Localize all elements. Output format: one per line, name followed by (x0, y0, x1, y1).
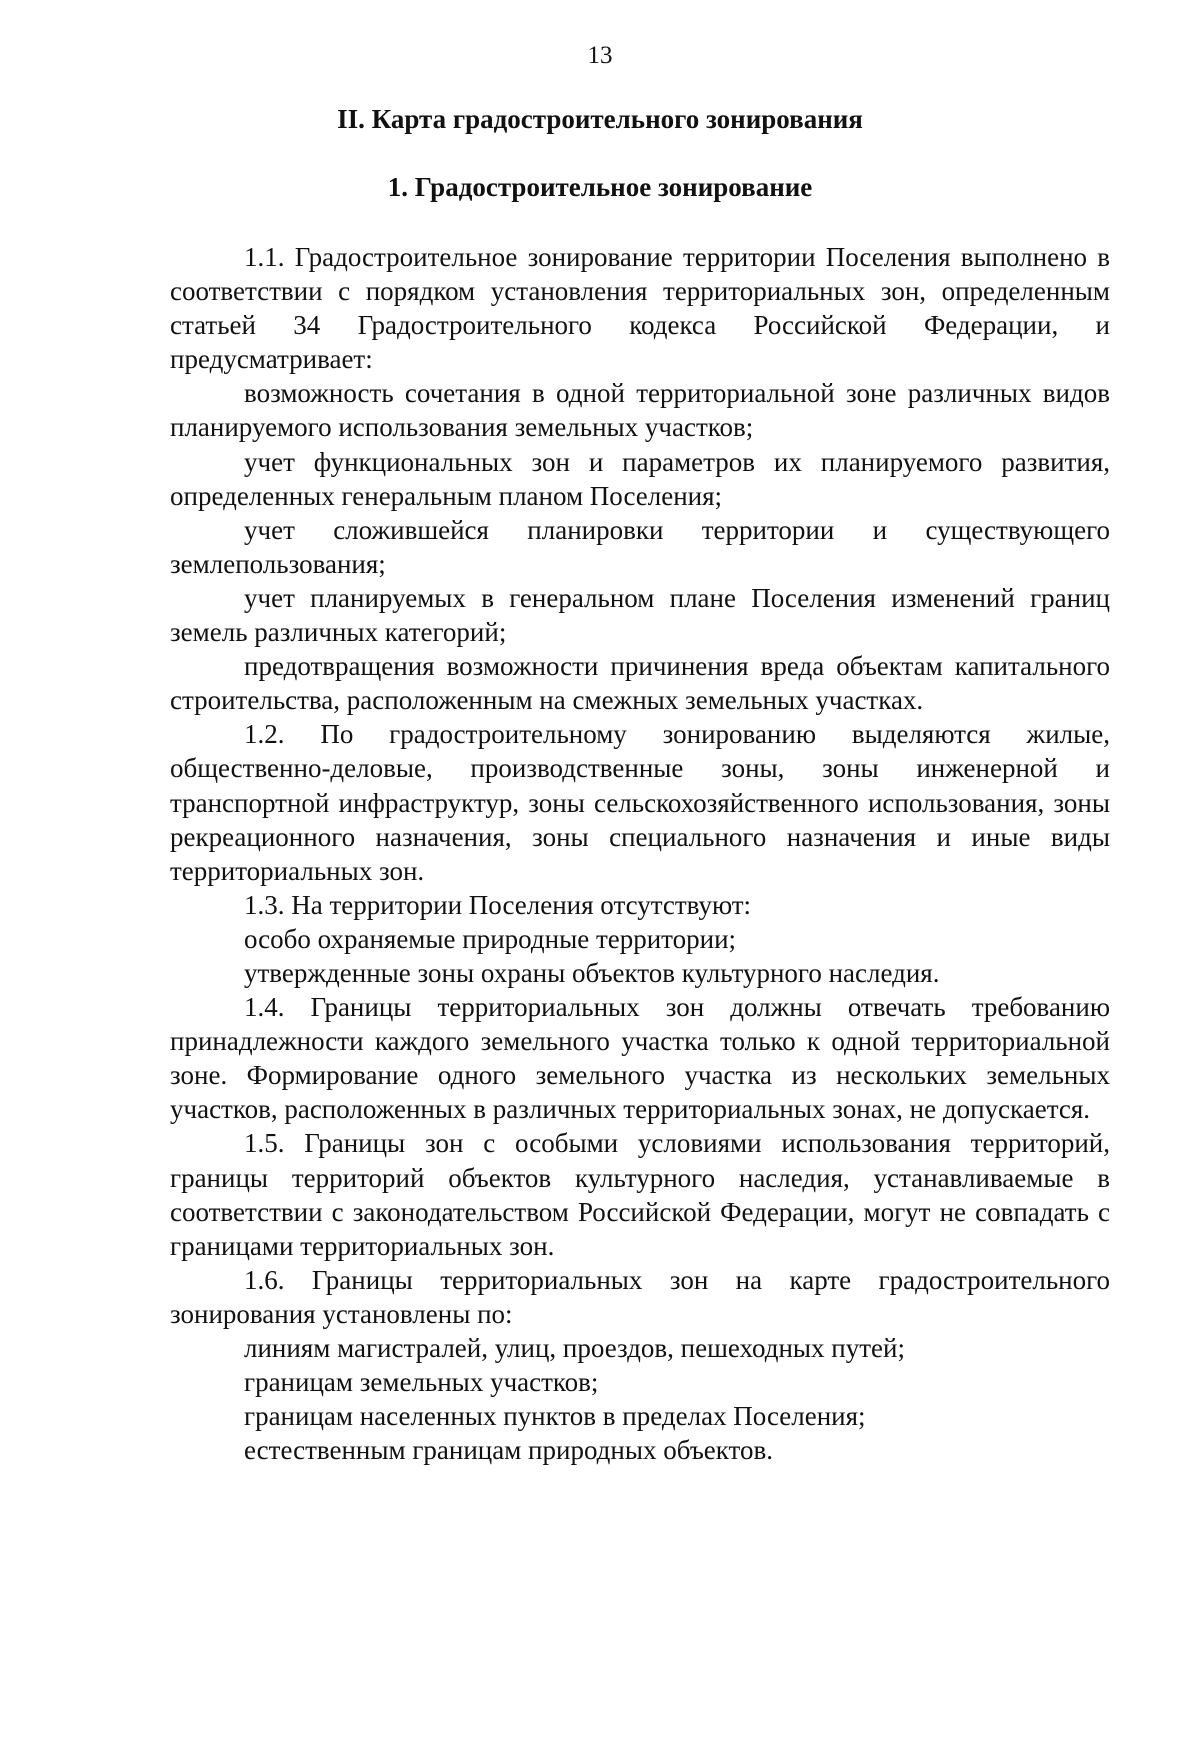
subsection-heading: 1. Градостроительное зонирование (387, 172, 813, 202)
paragraph-1-3: 1.3. На территории Поселения отсутствуют: (244, 889, 752, 920)
paragraph-1-6: 1.6. Границы территориальных зон на карте градостроительного зонирования установлены по: (170, 1264, 1110, 1329)
paragraph-1-6-item-2: границам земельных участков; (244, 1367, 599, 1398)
paragraph-1-1: 1.1. Градостроительное зонирование территории Поселения выполнено в соответствии с порядком установления территориальных зон, определенным статьей 34 Градостроительного кодекса Российской Федерации, и предусматривает: (170, 242, 1110, 375)
paragraph-1-2: 1.2. По градостроительному зонированию выделяются жилые, общественно-деловые, производственные зоны, зоны инженерной и транспортной инфраструктур, зоны сельскохозяйственного использования, зоны рекреационного назначения, зоны специального назначения и иные виды территориальных зон. (170, 719, 1110, 886)
paragraph-1-6-item-1: линиям магистралей, улиц, проездов, пешеходных путей; (244, 1333, 905, 1363)
document-body (170, 240, 1110, 1467)
paragraph-1-5: 1.5. Границы зон с особыми условиями использования территорий, границы территорий объектов культурного наследия, устанавливаемые в соответствии с законодательством Российской Федерации, могут не совпадать с границами территориальных зон. (170, 1128, 1110, 1261)
paragraph-1-6-item-3: границам населенных пунктов в пределах Поселения; (244, 1401, 866, 1432)
paragraph-1-1-item-2: учет функциональных зон и параметров их планируемого развития, определенных генеральным планом Поселения; (170, 446, 1110, 511)
paragraph-1-4: 1.4. Границы территориальных зон должны отвечать требованию принадлежности каждого земельного участка только к одной территориальной зоне. Формирование одного земельного участка из нескольких земельных участков, расположенных в различных территориальных зонах, не допускается. (170, 992, 1110, 1125)
paragraph-1-1-item-5: предотвращения возможности причинения вреда объектам капитального строительства, расположенным на смежных земельных участках. (170, 651, 1110, 716)
paragraph-1-3-item-1: особо охраняемые природные территории; (244, 923, 737, 954)
section-heading: II. Карта градостроительного зонирования (337, 104, 863, 134)
paragraph-1-1-item-4: учет планируемых в генеральном плане Поселения изменений границ земель различных категорий; (170, 582, 1110, 648)
paragraph-1-1-item-3: учет сложившейся планировки территории и существующего землепользования; (170, 514, 1110, 579)
paragraph-1-6-item-4: естественным границам природных объектов. (244, 1435, 773, 1466)
page-number: 13 (587, 42, 613, 69)
paragraph-1-1-item-1: возможность сочетания в одной территориальной зоне различных видов планируемого использования земельных участков; (170, 378, 1110, 443)
paragraph-1-3-item-2: утвержденные зоны охраны объектов культурного наследия. (244, 957, 940, 988)
